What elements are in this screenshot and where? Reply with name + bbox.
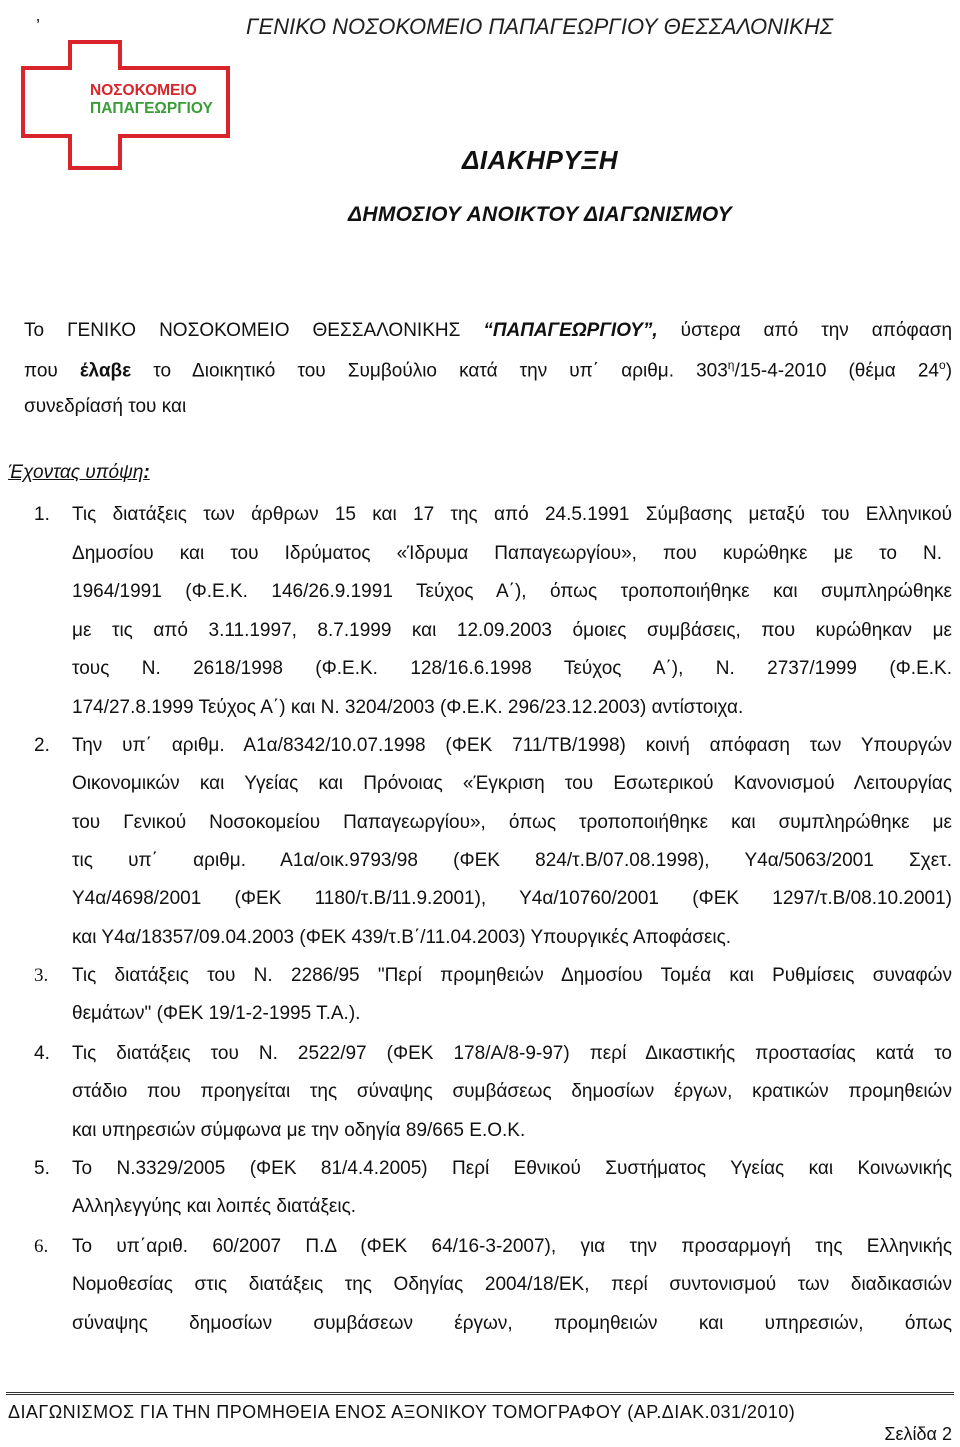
item-line: με τις από 3.11.1997, 8.7.1999 και 12.09.2003 όμοιες συμβάσεις, που κυρώθηκαν με (72, 620, 952, 641)
hospital-header: ΓΕΝΙΚΟ ΝΟΣΟΚΟΜΕΙΟ ΠΑΠΑΓΕΩΡΓΙΟΥ ΘΕΣΣΑΛΟΝΙΚΗΣ (246, 14, 833, 39)
intro-line2-d: ) (945, 360, 953, 382)
item-number: 6. (34, 1236, 49, 1257)
item-line: Νομοθεσίας στις διατάξεις της Οδηγίας 2004/18/ΕΚ, περί συντονισμού των διαδικασιών (72, 1274, 952, 1295)
intro-line1-a: Το ΓΕΝΙΚΟ ΝΟΣΟΚΟΜΕΙΟ ΘΕΣΣΑΛΟΝΙΚΗΣ (24, 320, 461, 341)
footer-divider (6, 1392, 954, 1395)
intro-line-3: συνεδρίασή του και (24, 396, 187, 417)
item-line: τις υπ΄ αριθμ. Α1α/οικ.9793/98 (ΦΕΚ 824/τ.Β/07.08.1998), Υ4α/5063/2001 Σχετ. (72, 850, 952, 871)
considering-label: Έχοντας υπόψη (8, 462, 144, 483)
item-line: θεμάτων" (ΦΕΚ 19/1-2-1995 Τ.Α.). (72, 1003, 361, 1024)
item-line: τους Ν. 2618/1998 (Φ.Ε.Κ. 128/16.6.1998 Τεύχος Α΄), Ν. 2737/1999 (Φ.Ε.Κ. (72, 658, 952, 679)
intro-line2-bold: έλαβε (79, 360, 132, 382)
footer-title: ΔΙΑΓΩΝΙΣΜΟΣ ΓΙΑ ΤΗΝ ΠΡΟΜΗΘΕΙΑ ΕΝΟΣ ΑΞΟΝΙΚΟΥ ΤΟΜΟΓΡΑΦΟΥ (ΑΡ.ΔΙΑΚ.031/2010) (8, 1402, 796, 1422)
item-line: Δημοσίου και του Ιδρύματος «Ίδρυμα Παπαγεωργίου», που κυρώθηκε με το Ν. (72, 543, 942, 564)
item-line: σύναψης δημοσίων συμβάσεων έργων, προμηθειών και υπηρεσιών, όπως (72, 1313, 952, 1334)
considering-heading (8, 462, 150, 484)
considering-colon: : (143, 462, 150, 483)
page-number-value: 2 (941, 1424, 952, 1444)
item-number: 4. (34, 1043, 50, 1064)
item-line: Το Ν.3329/2005 (ΦΕΚ 81/4.4.2005) Περί Εθνικού Συστήματος Υγείας και Κοινωνικής (72, 1158, 952, 1179)
logo-line2: ΠΑΠΑΓΕΩΡΓΙΟΥ (90, 100, 213, 117)
item-line: 1964/1991 (Φ.Ε.Κ. 146/26.9.1991 Τεύχος Α΄), όπως τροποποιήθηκε και συμπληρώθηκε (72, 581, 952, 602)
intro-line1-b: ύστερα από την απόφαση (680, 320, 953, 341)
logo-line1: ΝΟΣΟΚΟΜΕΙΟ (90, 82, 197, 99)
intro-line-1 (24, 320, 952, 342)
item-number: 2. (34, 735, 50, 756)
item-line: 174/27.8.1999 Τεύχος Α΄) και Ν. 3204/2003 (Φ.Ε.Κ. 296/23.12.2003) αντίστοιχα. (72, 697, 744, 718)
main-title: ΔΙΑΚΗΡΥΞΗ (461, 145, 619, 175)
item-line: Τις διατάξεις του Ν. 2286/95 "Περί προμηθειών Δημοσίου Τομέα και Ρυθμίσεις συναφών (72, 965, 952, 986)
sup-eta: η (727, 358, 735, 372)
intro-line2-b: το Διοικητικό του Συμβούλιο κατά την υπ΄ αριθμ. 303 (153, 360, 728, 382)
item-line: Αλληλεγγύης και λοιπές διατάξεις. (72, 1196, 357, 1217)
item-line: Την υπ΄ αριθμ. Α1α/8342/10.07.1998 (ΦΕΚ 711/ΤΒ/1998) κοινή απόφαση των Υπουργών (72, 735, 952, 756)
item-number: 1. (34, 504, 50, 525)
hospital-name-bold: “ΠΑΠΑΓΕΩΡΓΙΟΥ”, (483, 320, 658, 341)
item-line: και Υ4α/18357/09.04.2003 (ΦΕΚ 439/τ.Β΄/11.04.2003) Υπουργικές Αποφάσεις. (72, 927, 732, 948)
page-number (884, 1424, 952, 1445)
item-line: και υπηρεσιών σύμφωνα με την οδηγία 89/665 Ε.Ο.Κ. (72, 1120, 526, 1141)
intro-line-2 (24, 358, 952, 382)
item-line: του Γενικού Νοσοκομείου Παπαγεωργίου», όπως τροποποιήθηκε και συμπληρώθηκε με (72, 812, 952, 833)
item-line: Τις διατάξεις των άρθρων 15 και 17 της από 24.5.1991 Σύμβασης μεταξύ του Ελληνικού (72, 504, 952, 525)
page-label: Σελίδα (884, 1424, 937, 1444)
sub-title: ΔΗΜΟΣΙΟΥ ΑΝΟΙΚΤΟΥ ΔΙΑΓΩΝΙΣΜΟΥ (348, 203, 732, 226)
intro-line2-a: που (24, 360, 58, 382)
item-line: Τις διατάξεις του Ν. 2522/97 (ΦΕΚ 178/Α/8-9-97) περί Δικαστικής προστασίας κατά το (72, 1043, 952, 1064)
item-number: 3. (34, 965, 49, 986)
item-line: Το υπ΄αριθ. 60/2007 Π.Δ (ΦΕΚ 64/16-3-2007), για την προσαρμογή της Ελληνικής (72, 1236, 952, 1257)
item-number: 5. (34, 1158, 50, 1179)
intro-line2-c: /15-4-2010 (θέμα 24 (734, 360, 939, 382)
sup-omicron: ο (939, 358, 946, 372)
item-line: Οικονομικών και Υγείας και Πρόνοιας «Έγκριση του Εσωτερικού Κανονισμού Λειτουργίας (72, 773, 952, 794)
item-line: Υ4α/4698/2001 (ΦΕΚ 1180/τ.Β/11.9.2001), Υ4α/10760/2001 (ΦΕΚ 1297/τ.Β/08.10.2001) (72, 888, 952, 909)
item-line: στάδιο που προηγείται της σύναψης συμβάσεως δημοσίων έργων, κρατικών προμηθειών (72, 1081, 952, 1102)
header-apostrophe: ’ (36, 16, 40, 36)
